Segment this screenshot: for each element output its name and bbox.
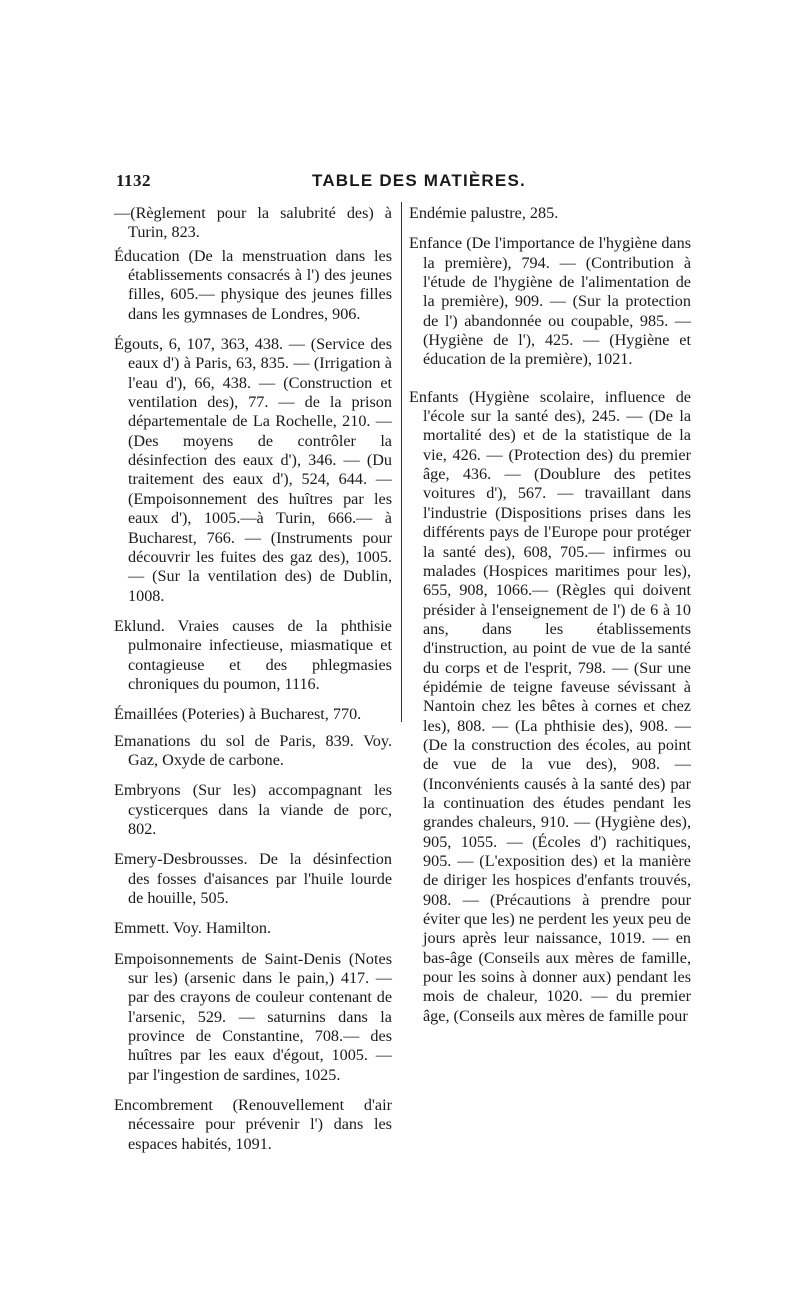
index-entry-embryons: Embryons (Sur les) accompagnant les cysticerques dans la viande de porc, 802. <box>114 781 392 838</box>
index-entry-reglement: —(Règlement pour la salubrité des) à Turin, 823. <box>114 204 392 242</box>
index-entry-empoisonnements: Empoisonnements de Saint-Denis (Notes sur les) (arsenic dans le pain,) 417. — par des crayons de couleur contenant de l'arsenic, 529. — saturnins dans la province de Constantine, 708.— des huîtres par les eaux d'égout, 1005. — par l'ingestion de sardines, 1025. <box>114 949 392 1084</box>
index-entry-eklund: Eklund. Vraies causes de la phthisie pulmonaire infectieuse, miasmatique et contagieuse et des phlegmasies chroniques du poumon, 1116. <box>114 616 392 693</box>
page-header <box>0 171 800 195</box>
running-title: TABLE DES MATIÈRES. <box>312 171 526 190</box>
right-column <box>409 204 691 1037</box>
column-divider <box>401 202 402 722</box>
index-entry-emery-desbrousses: Emery-Desbrousses. De la désinfection des fosses d'aisances par l'huile lourde de houille, 505. <box>114 850 392 907</box>
index-entry-education: Éducation (De la menstruation dans les établissements consacrés à l') des jeunes filles, 605.— physique des jeunes filles dans les gymnases de Londres, 906. <box>114 246 392 323</box>
index-entry-emmett: Emmett. Voy. Hamilton. <box>114 919 272 938</box>
index-entry-egouts: Égouts, 6, 107, 363, 438. — (Service des eaux d') à Paris, 63, 835. — (Irrigation à l'eau d'), 66, 438. — (Construction et ventilation des), 77. — de la prison départementale de La Rochelle, 210. — (Des moyens de contrôler la désinfection des eaux d'), 346. — (Du traitement des eaux d'), 524, 644. — (Empoisonnement des huîtres par les eaux d'), 1005.—à Turin, 666.— à Bucharest, 766. — (Instruments pour découvrir les fuites des gaz des), 1005. — (Sur la ventilation des) de Dublin, 1008. <box>114 335 392 605</box>
index-entry-enfance: Enfance (De l'importance de l'hygiène dans la première), 794. — (Contribution à l'étude de l'hygiène de l'alimentation de la première), 909. — (Sur la protection de l') abandonnée ou coupable, 985. — (Hygiène de l'), 425. — (Hygiène et éducation de la première), 1021. <box>409 234 691 369</box>
page-number: 1132 <box>116 171 152 190</box>
index-entry-emaillees: Émaillées (Poteries) à Bucharest, 770. <box>114 705 362 724</box>
left-column <box>114 204 392 1165</box>
index-entry-emanations: Emanations du sol de Paris, 839. Voy. Gaz, Oxyde de carbone. <box>114 731 392 769</box>
index-entry-encombrement: Encombrement (Renouvellement d'air nécessaire pour prévenir l') dans les espaces habités, 1091. <box>114 1096 392 1153</box>
index-entry-endemie: Endémie palustre, 285. <box>409 204 559 222</box>
index-entry-enfants: Enfants (Hygiène scolaire, influence de l'école sur la santé des), 245. — (De la mortalité des) et de la statistique de la vie, 426. — (Protection des) du premier âge, 436. — (Doublure des petites voitures d'), 567. — travaillant dans l'industrie (Dispositions prises dans les différents pays de l'Europe pour protéger la santé des), 608, 705.— infirmes ou malades (Hospices maritimes pour les), 655, 908, 1066.— (Règles qui doivent présider à l'enseignement de l') de 6 à 10 ans, dans les établissements d'instruction, au point de vue de la santé du corps et de l'esprit, 798. — (Sur une épidémie de teigne faveuse sévissant à Nantoin chez les bêtes à cornes et chez les), 808. — (La phthisie des), 908. — (De la construction des écoles, au point de vue de la vue des), 908. — (Inconvénients causés à la santé des) par la continuation des études pendant les grandes chaleurs, 910. — (Hygiène des), 905, 1055. — (Écoles d') rachitiques, 905. — (L'exposition des) et la manière de diriger les hospices d'enfants trouvés, 908. — (Précautions à prendre pour éviter que les) ne perdent les yeux peu de jours après leur naissance, 1019. — en bas-âge (Conseils aux mères de famille, pour les soins à donner aux) pendant les mois de chaleur, 1020. — du premier âge, (Conseils aux mères de famille pour <box>409 387 691 1025</box>
